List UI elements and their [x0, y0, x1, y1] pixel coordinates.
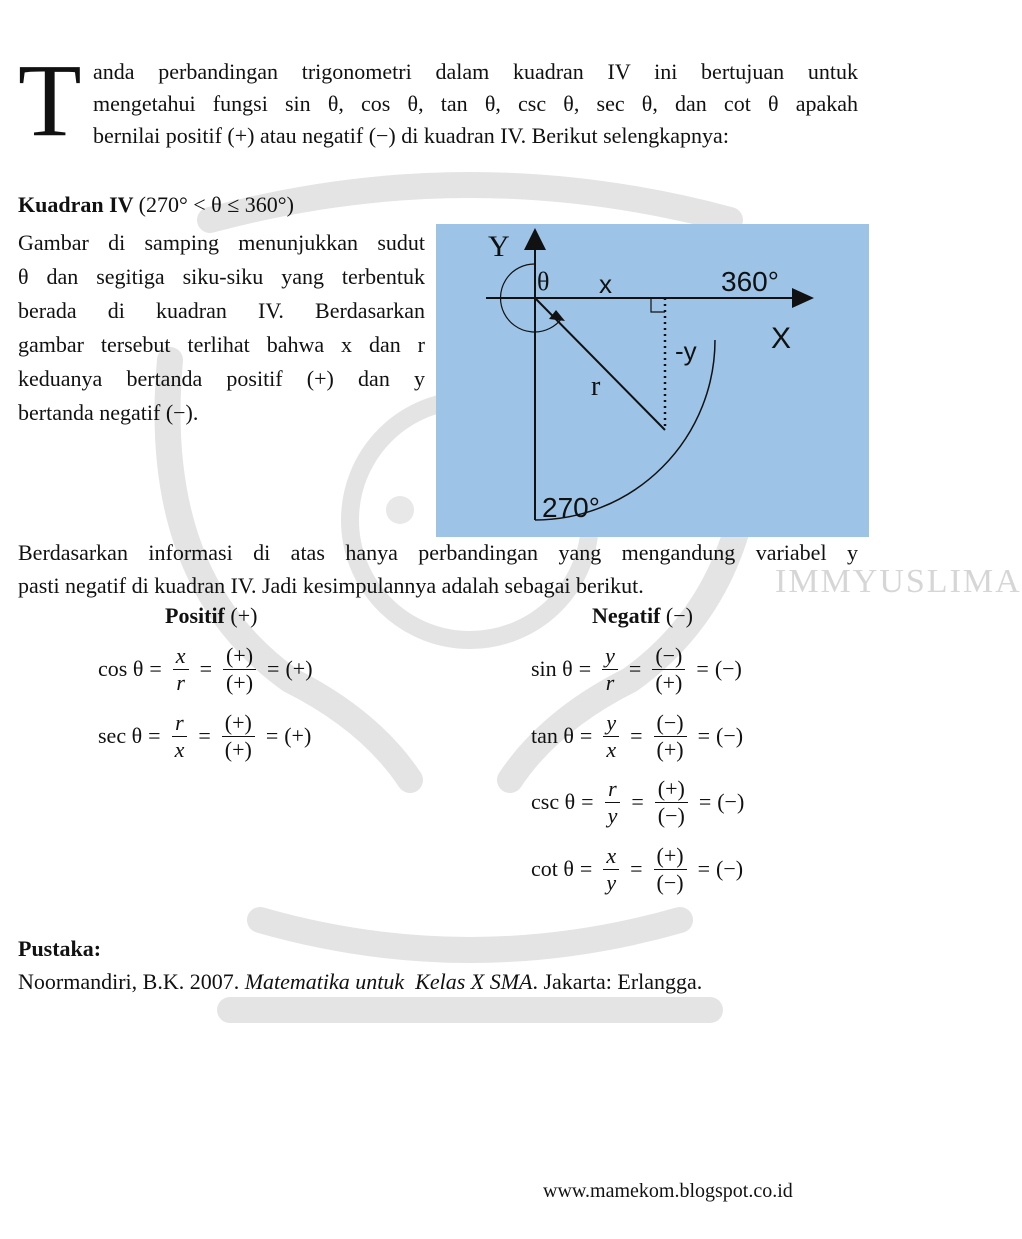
neg-y-label: -y	[675, 336, 697, 366]
variable-fraction: $\frac{y}{x}$	[603, 710, 619, 763]
function-name: cos θ	[98, 656, 144, 681]
sign-fraction: $\frac{(-)}{(+)}$	[654, 710, 687, 763]
formula-sin: sin θ = $\frac{y}{r}$ = $\frac{(-)}{(+)}$ = (−)	[531, 642, 742, 695]
heading-label: Kuadran IV	[18, 192, 134, 217]
reference-author: Noormandiri, B.K. 2007.	[18, 969, 245, 994]
variable-fraction: $\frac{r}{x}$	[172, 710, 188, 763]
positive-label: Positif	[165, 603, 225, 628]
theta-label: θ	[537, 267, 550, 296]
variable-fraction: $\frac{r}{y}$	[605, 776, 621, 829]
reference-entry	[18, 969, 702, 995]
formula-result: (+)	[285, 656, 313, 681]
sign-fraction: $\frac{(+)}{(+)}$	[223, 643, 256, 696]
sign-fraction: $\frac{(+)}{(-)}$	[655, 776, 688, 829]
formula-result: (+)	[284, 723, 312, 748]
footer-url[interactable]: www.mamekom.blogspot.co.id	[543, 1180, 793, 1202]
reference-publisher: . Jakarta: Erlangga.	[532, 969, 703, 994]
angle-270-label: 270°	[542, 492, 600, 523]
sign-fraction: $\frac{(-)}{(+)}$	[652, 643, 685, 696]
formula-cot: cot θ = $\frac{x}{y}$ = $\frac{(+)}{(-)}$ = (−)	[531, 842, 744, 895]
formula-cos: cos θ = $\frac{x}{r}$ = $\frac{(+)}{(+)}$ = (+)	[98, 642, 313, 695]
conclusion-line: pasti negatif di kuadran IV. Jadi kesimpulannya adalah sebagai berikut.	[18, 573, 644, 598]
quadrant-diagram	[436, 224, 869, 537]
formula-tan: tan θ = $\frac{y}{x}$ = $\frac{(-)}{(+)}$ = (−)	[531, 709, 744, 762]
paragraph-line: Gambar di samping menunjukkan sudut	[18, 230, 425, 255]
intro-line: bernilai positif (+) atau negatif (−) di kuadran IV. Berikut selengkapnya:	[93, 123, 729, 148]
formula-sec: sec θ = $\frac{r}{x}$ = $\frac{(+)}{(+)}$ = (+)	[98, 709, 312, 762]
references-heading: Pustaka:	[18, 936, 102, 961]
paragraph-line: keduanya bertanda positif (+) dan y	[18, 366, 425, 391]
r-label: r	[591, 371, 601, 402]
variable-fraction: $\frac{x}{r}$	[173, 643, 189, 696]
explanation-paragraph	[18, 226, 425, 430]
formula-result: (−)	[717, 789, 745, 814]
reference-title: Matematika untuk Kelas X SMA	[244, 969, 533, 994]
formula-result: (−)	[716, 723, 744, 748]
function-name: sec θ	[98, 723, 143, 748]
sign-fraction: $\frac{(+)}{(+)}$	[222, 710, 255, 763]
x-label: x	[599, 269, 612, 299]
x-axis-label: X	[771, 322, 792, 355]
function-name: sin θ	[531, 656, 573, 681]
negative-sign: (−)	[665, 603, 693, 628]
heading-range: (270° < θ ≤ 360°)	[138, 192, 294, 217]
paragraph-line: θ dan segitiga siku-siku yang terbentuk	[18, 264, 425, 289]
formula-result: (−)	[714, 656, 742, 681]
variable-fraction: $\frac{y}{r}$	[602, 643, 618, 696]
formula-result: (−)	[716, 856, 744, 881]
intro-paragraph	[18, 43, 858, 158]
diagram-background	[436, 224, 869, 537]
section-heading	[18, 192, 294, 218]
angle-360-label: 360°	[721, 266, 779, 297]
intro-line: anda perbandingan trigonometri dalam kuadran IV ini bertujuan untuk	[93, 59, 858, 84]
negative-label: Negatif	[592, 603, 661, 628]
function-name: csc θ	[531, 789, 576, 814]
conclusion-line: Berdasarkan informasi di atas hanya perbandingan yang mengandung variabel y	[18, 540, 858, 565]
intro-line: mengetahui fungsi sin θ, cos θ, tan θ, csc θ, sec θ, dan cot θ apakah	[93, 91, 858, 116]
paragraph-line: gambar tersebut terlihat bahwa x dan r	[18, 332, 425, 357]
formula-csc: csc θ = $\frac{r}{y}$ = $\frac{(+)}{(-)}$ = (−)	[531, 775, 745, 828]
negative-heading	[592, 603, 693, 629]
function-name: tan θ	[531, 723, 574, 748]
positive-heading	[165, 603, 257, 629]
paragraph-line: bertanda negatif (−).	[18, 400, 199, 425]
variable-fraction: $\frac{x}{y}$	[603, 843, 619, 896]
positive-sign: (+)	[230, 603, 258, 628]
paragraph-line: berada di kuadran IV. Berdasarkan	[18, 298, 425, 323]
function-name: cot θ	[531, 856, 574, 881]
drop-cap: T	[18, 43, 82, 158]
y-axis-label: Y	[488, 230, 510, 263]
watermark-text: IMMYUSLIMA	[775, 563, 1022, 600]
sign-fraction: $\frac{(+)}{(-)}$	[654, 843, 687, 896]
